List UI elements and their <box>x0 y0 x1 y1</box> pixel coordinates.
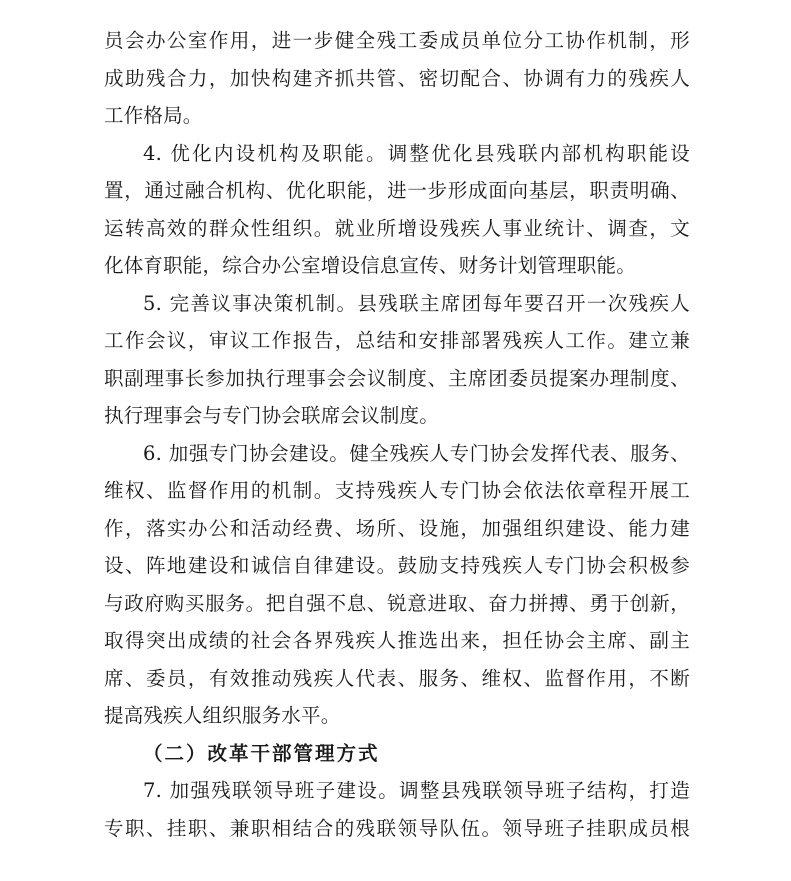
text-line: 执行理事会与专门协会联席会议制度。 <box>104 404 439 427</box>
text-line: 维权、监督作用的机制。支持残疾人专门协会依法依章程开展工 <box>104 479 690 502</box>
text-line: 提高残疾人组织服务水平。 <box>104 704 341 727</box>
text-line: 运转高效的群众性组织。就业所增设残疾人事业统计、调查，文 <box>104 216 690 240</box>
text-line: 化体育职能，综合办公室增设信息宣传、财务计划管理职能。 <box>104 254 636 277</box>
text-line: 工作会议，审议工作报告，总结和安排部署残疾人工作。建立兼 <box>104 329 690 352</box>
text-line: 5. 完善议事决策机制。县残联主席团每年要召开一次残疾人 <box>143 291 690 315</box>
paragraph-item-5 <box>104 285 690 435</box>
text-line: 员会办公室作用，进一步健全残工委成员单位分工协作机制，形 <box>104 29 690 52</box>
text-line: 设、阵地建设和诚信自律建设。鼓励支持残疾人专门协会积极参 <box>104 554 690 577</box>
text-line: 席、委员，有效推动残疾人代表、服务、维权、监督作用，不断 <box>104 666 690 690</box>
document-page <box>104 22 690 847</box>
text-line: 6. 加强专门协会建设。健全残疾人专门协会发挥代表、服务、 <box>143 441 690 465</box>
text-line: 7. 加强残联领导班子建设。调整县残联领导班子结构，打造 <box>143 779 690 802</box>
text-line: 职副理事长参加执行理事会会议制度、主席团委员提案办理制度、 <box>104 366 690 390</box>
text-line: 取得突出成绩的社会各界残疾人推选出来，担任协会主席、副主 <box>104 629 690 652</box>
section-heading: （二）改革干部管理方式 <box>143 741 380 765</box>
text-line: 专职、挂职、兼职相结合的残联领导队伍。领导班子挂职成员根 <box>104 816 690 840</box>
text-line: 置，通过融合机构、优化职能，进一步形成面向基层，职责明确、 <box>104 179 690 202</box>
text-line: 4. 优化内设机构及职能。调整优化县残联内部机构职能设 <box>143 141 690 165</box>
text-line: 作，落实办公和活动经费、场所、设施，加强组织建设、能力建 <box>104 516 690 540</box>
paragraph-item-7 <box>104 772 690 847</box>
paragraph-item-4 <box>104 135 690 285</box>
text-line: 工作格局。 <box>104 104 203 127</box>
paragraph-continuation <box>104 22 690 135</box>
text-line: 与政府购买服务。把自强不息、锐意进取、奋力拼搏、勇于创新， <box>104 591 690 615</box>
paragraph-item-6 <box>104 435 690 735</box>
text-line: 成助残合力，加快构建齐抓共管、密切配合、协调有力的残疾人 <box>104 66 690 90</box>
